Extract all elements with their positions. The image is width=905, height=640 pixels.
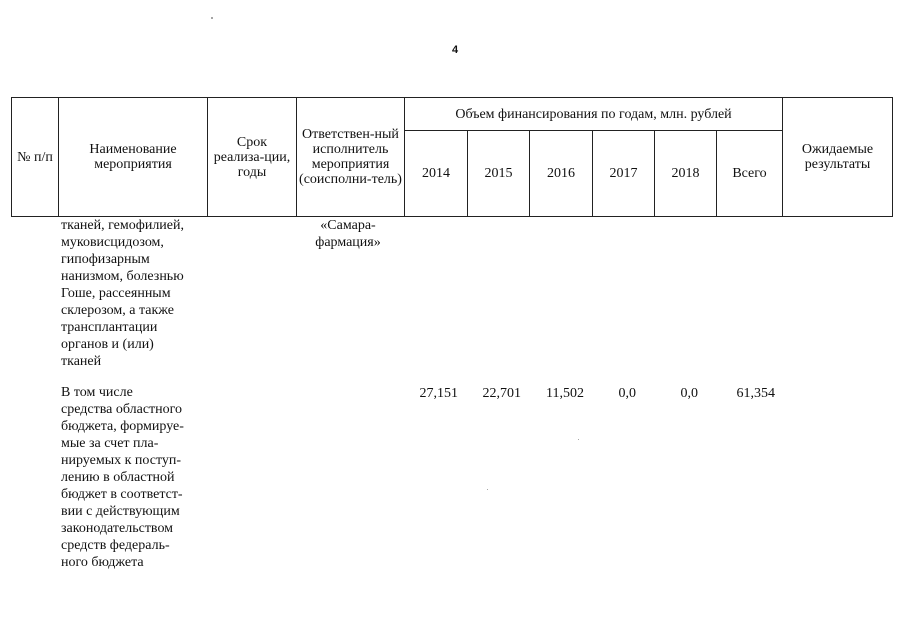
value-2016: 11,502	[546, 386, 584, 401]
row1-name	[61, 217, 205, 370]
row1-responsible-line: фармация»	[315, 235, 381, 250]
header-year-2015: 2015	[468, 131, 530, 217]
header-name: Наименование мероприятия	[59, 98, 208, 217]
row2-name-line: лению в областной	[61, 470, 175, 485]
row1-name-line: нанизмом, болезнью	[61, 269, 184, 284]
header-number: № п/п	[12, 98, 59, 217]
value-2017: 0,0	[618, 386, 636, 401]
row1-name-line: муковисцидозом,	[61, 235, 164, 250]
table-header	[11, 97, 893, 217]
row1-name-line: тканей	[61, 354, 102, 369]
row2-name-line: нируемых к поступ-	[61, 453, 182, 468]
row1-name-line: органов и (или)	[61, 337, 154, 352]
row1-name-line: Гоше, рассеянным	[61, 286, 171, 301]
header-funding: Объем финансирования по годам, млн. рублей	[405, 98, 783, 131]
value-2018: 0,0	[680, 386, 698, 401]
header-year-2016: 2016	[530, 131, 593, 217]
header-total: Всего	[717, 131, 783, 217]
row2-name-line: бюджета, формируе-	[61, 419, 184, 434]
row1-name-line: склерозом, а также	[61, 303, 174, 318]
value-total: 61,354	[736, 386, 775, 401]
header-results: Ожидаемые результаты	[783, 98, 893, 217]
row2-name-line: законодательством	[61, 521, 174, 536]
row2-name	[61, 384, 205, 571]
row1-responsible-line: «Самара-	[320, 218, 376, 233]
row1-name-line: трансплантации	[61, 320, 158, 335]
header-year-2017: 2017	[593, 131, 655, 217]
row2-name-line: средства областного	[61, 402, 183, 417]
row1-name-line: тканей, гемофилией,	[61, 218, 184, 233]
scan-speck	[211, 17, 213, 19]
row2-name-line: мые за счет пла-	[61, 436, 159, 451]
row1-name-line: гипофизарным	[61, 252, 150, 267]
header-term: Срок реализа-ции, годы	[208, 98, 297, 217]
row2-name-line: В том числе	[61, 385, 133, 400]
header-responsible: Ответствен-ный исполнитель мероприятия (соисполни-тель)	[297, 98, 405, 217]
row2-name-line: средств федераль-	[61, 538, 170, 553]
row2-name-line: бюджет в соответст-	[61, 487, 183, 502]
scan-speck	[487, 489, 488, 490]
header-year-2014: 2014	[405, 131, 468, 217]
value-2014: 27,151	[419, 386, 458, 401]
scan-speck	[578, 439, 579, 440]
row2-name-line: ного бюджета	[61, 555, 144, 570]
page-number: 4	[451, 44, 459, 56]
header-year-2018: 2018	[655, 131, 717, 217]
value-2015: 22,701	[482, 386, 521, 401]
row2-name-line: вии с действующим	[61, 504, 180, 519]
row1-responsible	[298, 217, 398, 251]
